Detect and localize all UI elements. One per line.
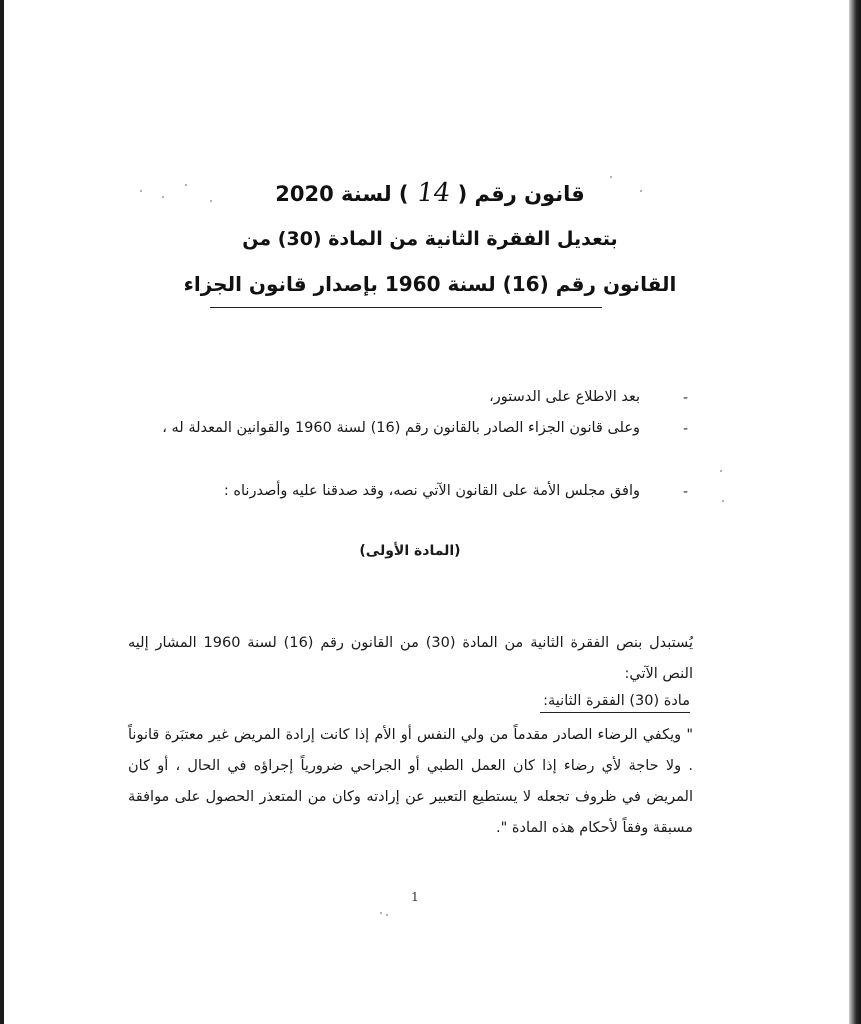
preamble-item-assembly: وافق مجلس الأمة على القانون الآتي نصه، وقد صدقنا عليه وأصدرناه : [223, 483, 640, 499]
scan-speck [380, 912, 382, 914]
law-number-handwritten: 14 [414, 178, 452, 208]
page-number: 1 [411, 890, 419, 904]
amended-paragraph-heading: مادة (30) الفقرة الثانية: [543, 693, 690, 709]
preamble-marker: - [683, 484, 689, 500]
amended-paragraph-text: " ويكفي الرضاء الصادر مقدماً من ولي النفس أو الأم إذا كانت إرادة المريض غير معتبَرة قانوناً . ولا حاجة لأي رضاء إذا كان العمل الطبي أو الجراحي ضرورياً إجراؤه في الحال ، أو كان المريض في ظروف تجعله لا يستطيع التعبير عن إرادته وكان من المتعذر الحصول على موافقة مسبقة وفقاً لأحكام هذه المادة ". [128, 727, 693, 836]
amended-heading-underline [540, 712, 690, 713]
scan-speck [720, 470, 722, 472]
law-title-suffix: ) لسنة 2020 [275, 182, 409, 206]
law-subtitle-line2: القانون رقم (16) لسنة 1960 بإصدار قانون الجزاء [183, 272, 677, 296]
preamble-item-constitution: بعد الاطلاع على الدستور، [489, 389, 640, 405]
title-underline [210, 307, 602, 308]
scan-edge-left [0, 0, 4, 1024]
preamble-marker: - [683, 421, 689, 437]
scan-speck [140, 190, 142, 192]
preamble-marker: - [683, 390, 689, 406]
scan-speck [386, 914, 388, 916]
preamble-item-penal-code: وعلى قانون الجزاء الصادر بالقانون رقم (16) لسنة 1960 والقوانين المعدلة له ، [162, 420, 640, 436]
scan-edge-right [849, 0, 861, 1024]
article-intro-text: يُستبدل بنص الفقرة الثانية من المادة (30) من القانون رقم (16) لسنة 1960 المشار إليه النص الآتي: [128, 635, 693, 682]
law-title [150, 178, 710, 208]
article-heading: (المادة الأولى) [359, 543, 461, 559]
law-title-prefix: قانون رقم ( [457, 182, 585, 206]
law-subtitle-line1: بتعديل الفقرة الثانية من المادة (30) من [242, 228, 618, 250]
scan-speck [722, 500, 724, 502]
